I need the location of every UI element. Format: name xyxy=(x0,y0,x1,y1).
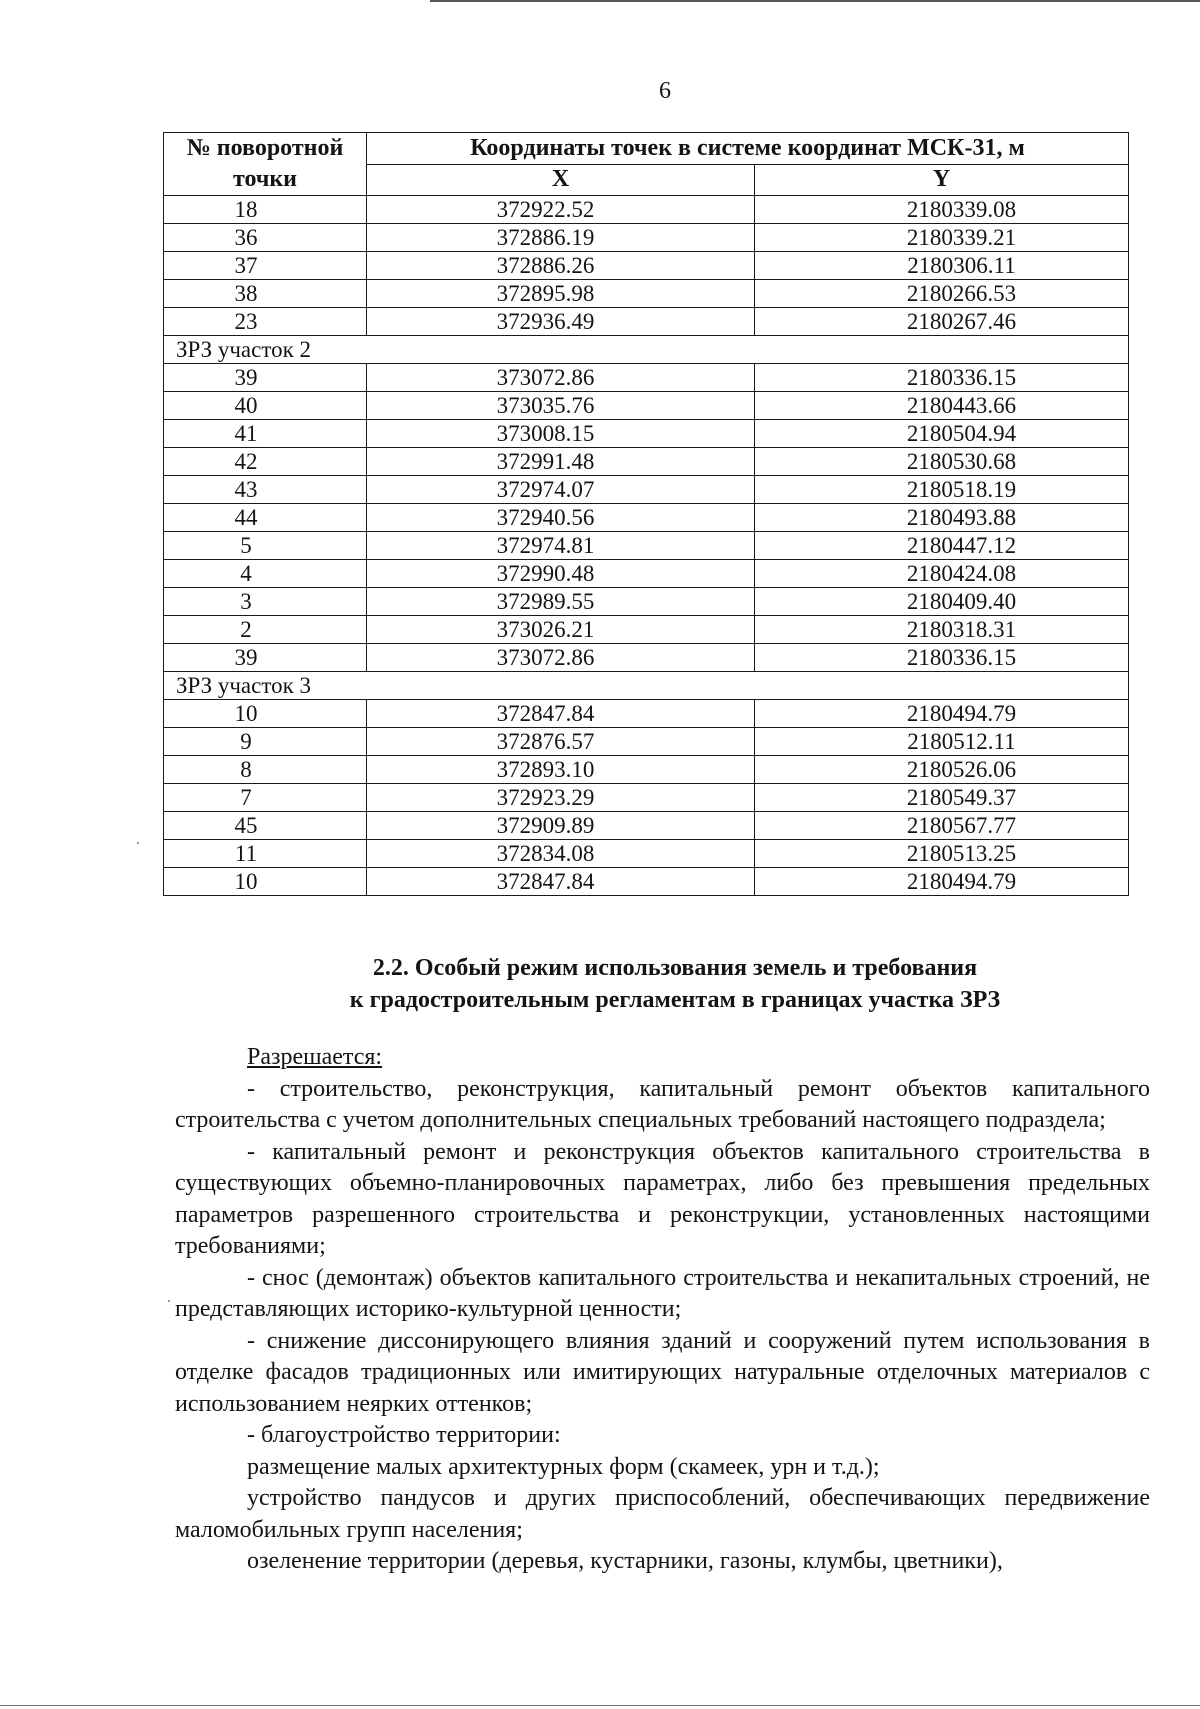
point-number-cell: 8 xyxy=(164,756,367,784)
point-number-cell: 43 xyxy=(164,476,367,504)
point-number-cell: 40 xyxy=(164,392,367,420)
x-coordinate-cell: 373072.86 xyxy=(367,644,755,672)
y-coordinate-cell: 2180504.94 xyxy=(755,420,1129,448)
paragraph: озеленение территории (деревья, кустарники, газоны, клумбы, цветники), xyxy=(247,1548,1003,1574)
table-row xyxy=(164,476,1129,504)
y-coordinate-cell: 2180266.53 xyxy=(755,280,1129,308)
y-coordinate-cell: 2180339.08 xyxy=(755,196,1129,224)
x-coordinate-cell: 372989.55 xyxy=(367,588,755,616)
x-coordinate-cell: 372909.89 xyxy=(367,812,755,840)
body-text xyxy=(175,1042,1150,1578)
point-number-cell: 3 xyxy=(164,588,367,616)
table-row xyxy=(164,308,1129,336)
section-label: ЗРЗ участок 3 xyxy=(164,672,1129,700)
x-coordinate-cell: 373026.21 xyxy=(367,616,755,644)
x-coordinate-cell: 372923.29 xyxy=(367,784,755,812)
y-coordinate-cell: 2180447.12 xyxy=(755,532,1129,560)
y-coordinate-cell: 2180318.31 xyxy=(755,616,1129,644)
point-number-cell: 2 xyxy=(164,616,367,644)
point-number-cell: 38 xyxy=(164,280,367,308)
y-coordinate-cell: 2180494.79 xyxy=(755,868,1129,896)
table-row xyxy=(164,868,1129,896)
table-row xyxy=(164,448,1129,476)
section-row xyxy=(164,672,1129,700)
header-coordinates: Координаты точек в системе координат МСК-31, м xyxy=(367,133,1129,165)
point-number-cell: 10 xyxy=(164,700,367,728)
point-number-cell: 45 xyxy=(164,812,367,840)
y-coordinate-cell: 2180424.08 xyxy=(755,560,1129,588)
paragraph: - капитальный ремонт и реконструкция объектов капитального строительства в существующих объемно-планировочных параметрах, либо без превышения предельных параметров разрешенного строительства и реконструкции, установленных настоящими требованиями; xyxy=(175,1138,1150,1259)
x-coordinate-cell: 373008.15 xyxy=(367,420,755,448)
section-heading-line-1: 2.2. Особый режим использования земель и требования xyxy=(372,955,978,981)
paragraph: - снос (демонтаж) объектов капитального строительства и некапитальных строений, не представляющих историко-культурной ценности; xyxy=(175,1264,1150,1322)
point-number-cell: 42 xyxy=(164,448,367,476)
section-label: ЗРЗ участок 2 xyxy=(164,336,1129,364)
x-coordinate-cell: 372847.84 xyxy=(367,700,755,728)
scan-edge-top xyxy=(430,0,1200,2)
point-number-cell: 18 xyxy=(164,196,367,224)
y-coordinate-cell: 2180512.11 xyxy=(755,728,1129,756)
point-number-cell: 44 xyxy=(164,504,367,532)
point-number-cell: 36 xyxy=(164,224,367,252)
table-row xyxy=(164,504,1129,532)
table-row xyxy=(164,588,1129,616)
x-coordinate-cell: 372834.08 xyxy=(367,840,755,868)
y-coordinate-cell: 2180336.15 xyxy=(755,644,1129,672)
table-row xyxy=(164,420,1129,448)
section-heading xyxy=(175,952,1175,1016)
y-coordinate-cell: 2180494.79 xyxy=(755,700,1129,728)
y-coordinate-cell: 2180526.06 xyxy=(755,756,1129,784)
x-coordinate-cell: 372922.52 xyxy=(367,196,755,224)
table-row xyxy=(164,812,1129,840)
y-coordinate-cell: 2180513.25 xyxy=(755,840,1129,868)
point-number-cell: 39 xyxy=(164,644,367,672)
point-number-cell: 37 xyxy=(164,252,367,280)
section-heading-line-2: к градостроительным регламентам в границах участка ЗРЗ xyxy=(349,987,1001,1013)
y-coordinate-cell: 2180306.11 xyxy=(755,252,1129,280)
scan-edge-bottom xyxy=(0,1705,1200,1706)
x-coordinate-cell: 372990.48 xyxy=(367,560,755,588)
paragraph: устройство пандусов и других приспособлений, обеспечивающих передвижение маломобильных групп населения; xyxy=(175,1485,1150,1543)
table-row xyxy=(164,560,1129,588)
y-coordinate-cell: 2180549.37 xyxy=(755,784,1129,812)
point-number-cell: 5 xyxy=(164,532,367,560)
y-coordinate-cell: 2180339.21 xyxy=(755,224,1129,252)
table-row xyxy=(164,392,1129,420)
point-number-cell: 39 xyxy=(164,364,367,392)
table-row xyxy=(164,252,1129,280)
paragraph: - снижение диссонирующего влияния зданий и сооружений путем использования в отделке фасадов традиционных или имитирующих натуральные отделочных материалов с использованием неярких оттенков; xyxy=(175,1327,1150,1417)
table-row xyxy=(164,756,1129,784)
x-coordinate-cell: 372974.07 xyxy=(367,476,755,504)
x-coordinate-cell: 373072.86 xyxy=(367,364,755,392)
allowed-label: Разрешается: xyxy=(247,1044,383,1070)
x-coordinate-cell: 372936.49 xyxy=(367,308,755,336)
table-row xyxy=(164,616,1129,644)
scan-speck xyxy=(137,842,139,844)
coordinates-table-body xyxy=(164,196,1129,896)
point-number-cell: 7 xyxy=(164,784,367,812)
y-coordinate-cell: 2180518.19 xyxy=(755,476,1129,504)
table-row xyxy=(164,700,1129,728)
x-coordinate-cell: 372876.57 xyxy=(367,728,755,756)
point-number-cell: 41 xyxy=(164,420,367,448)
scan-speck xyxy=(168,1300,170,1302)
table-row xyxy=(164,280,1129,308)
paragraph: - строительство, реконструкция, капитальный ремонт объектов капитального строительства с учетом дополнительных специальных требований настоящего подраздела; xyxy=(175,1075,1150,1133)
point-number-cell: 4 xyxy=(164,560,367,588)
table-row xyxy=(164,840,1129,868)
table-row xyxy=(164,224,1129,252)
table-row xyxy=(164,196,1129,224)
table-row xyxy=(164,364,1129,392)
point-number-cell: 23 xyxy=(164,308,367,336)
x-coordinate-cell: 373035.76 xyxy=(367,392,755,420)
paragraph: - благоустройство территории: xyxy=(247,1422,561,1448)
y-coordinate-cell: 2180443.66 xyxy=(755,392,1129,420)
y-coordinate-cell: 2180567.77 xyxy=(755,812,1129,840)
point-number-cell: 10 xyxy=(164,868,367,896)
table-row xyxy=(164,784,1129,812)
y-coordinate-cell: 2180267.46 xyxy=(755,308,1129,336)
coordinates-table xyxy=(163,132,1129,896)
table-row xyxy=(164,728,1129,756)
point-number-cell: 11 xyxy=(164,840,367,868)
header-x: X xyxy=(367,164,755,196)
y-coordinate-cell: 2180530.68 xyxy=(755,448,1129,476)
table-row xyxy=(164,532,1129,560)
page-number: 6 xyxy=(659,78,671,104)
x-coordinate-cell: 372974.81 xyxy=(367,532,755,560)
paragraph: размещение малых архитектурных форм (скамеек, урн и т.д.); xyxy=(247,1453,880,1480)
section-row xyxy=(164,336,1129,364)
table-row xyxy=(164,644,1129,672)
x-coordinate-cell: 372991.48 xyxy=(367,448,755,476)
y-coordinate-cell: 2180493.88 xyxy=(755,504,1129,532)
x-coordinate-cell: 372895.98 xyxy=(367,280,755,308)
header-point-number: № поворотной точки xyxy=(164,133,367,196)
x-coordinate-cell: 372893.10 xyxy=(367,756,755,784)
x-coordinate-cell: 372886.19 xyxy=(367,224,755,252)
x-coordinate-cell: 372886.26 xyxy=(367,252,755,280)
x-coordinate-cell: 372847.84 xyxy=(367,868,755,896)
x-coordinate-cell: 372940.56 xyxy=(367,504,755,532)
y-coordinate-cell: 2180336.15 xyxy=(755,364,1129,392)
y-coordinate-cell: 2180409.40 xyxy=(755,588,1129,616)
header-y: Y xyxy=(755,164,1129,196)
point-number-cell: 9 xyxy=(164,728,367,756)
